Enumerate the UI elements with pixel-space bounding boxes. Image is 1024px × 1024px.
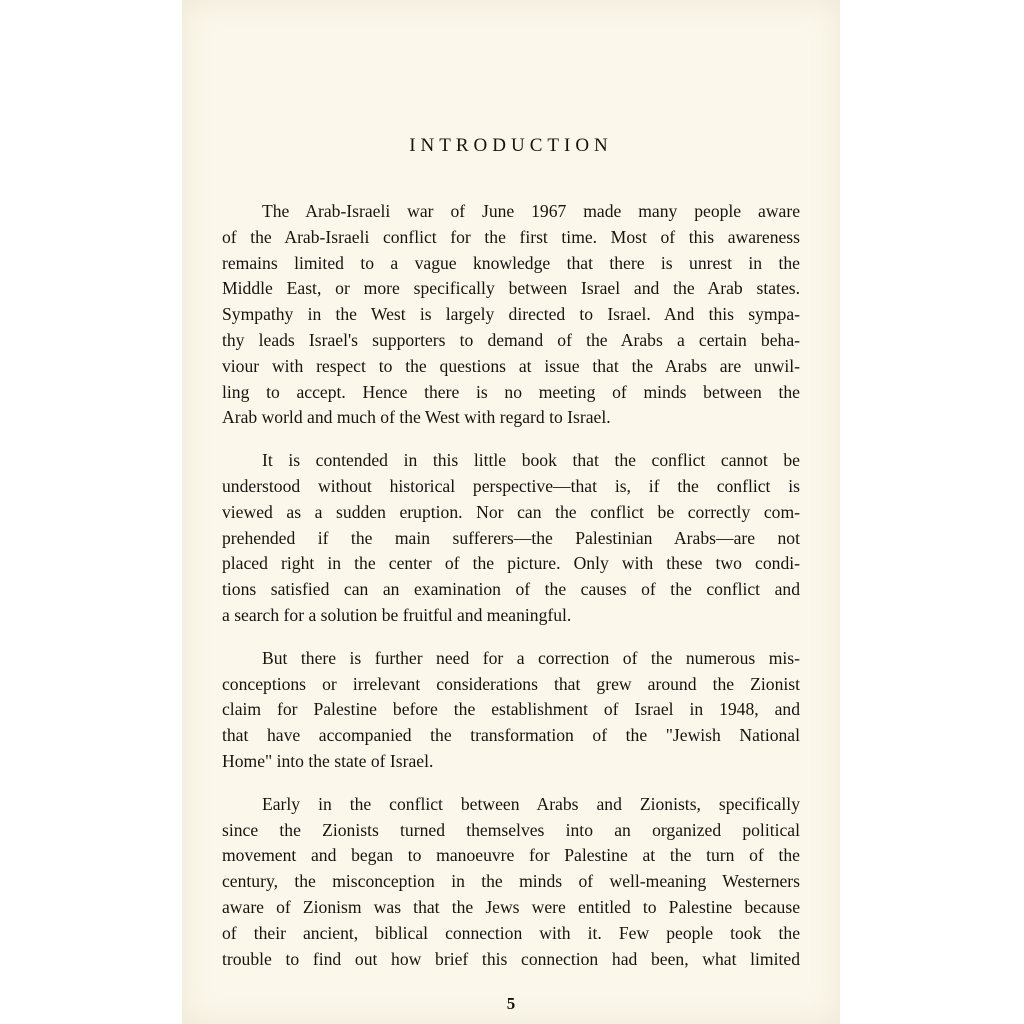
text-line: century, the misconception in the minds of well-meaning Westerners bbox=[222, 871, 800, 892]
text-line: thy leads Israel's supporters to demand of the Arabs a certain beha- bbox=[222, 329, 800, 350]
paragraph bbox=[222, 199, 800, 431]
text-line: Home" into the state of Israel. bbox=[222, 750, 434, 771]
text-line: trouble to find out how brief this connection had been, what limited bbox=[222, 948, 800, 969]
text-line: remains limited to a vague knowledge that there is unrest in the bbox=[222, 252, 800, 273]
text-line: that have accompanied the transformation of the "Jewish National bbox=[222, 725, 800, 746]
text-line: ling to accept. Hence there is no meeting of minds between the bbox=[222, 381, 800, 402]
text-line: aware of Zionism was that the Jews were entitled to Palestine because bbox=[222, 896, 800, 917]
text-line: prehended if the main sufferers—the Palestinian Arabs—are not bbox=[222, 527, 800, 548]
text-line: Arab world and much of the West with regard to Israel. bbox=[222, 407, 611, 428]
reverse-side-bleed-through bbox=[212, 58, 812, 84]
text-line: a search for a solution be fruitful and meaningful. bbox=[222, 604, 572, 625]
chapter-title: INTRODUCTION bbox=[409, 135, 613, 156]
text-line: tions satisfied can an examination of the causes of the conflict and bbox=[222, 579, 800, 600]
page-number: 5 bbox=[506, 994, 516, 1013]
text-line: Early in the conflict between Arabs and Zionists, specifically bbox=[262, 793, 800, 814]
text-line: placed right in the center of the picture. Only with these two condi- bbox=[222, 553, 800, 574]
paragraph bbox=[222, 448, 800, 629]
text-line: movement and began to manoeuvre for Palestine at the turn of the bbox=[222, 845, 800, 866]
book-page bbox=[182, 0, 840, 1024]
text-line: But there is further need for a correction of the numerous mis- bbox=[262, 647, 800, 668]
text-line: of their ancient, biblical connection with it. Few people took the bbox=[222, 922, 800, 943]
text-line: Sympathy in the West is largely directed to Israel. And this sympa- bbox=[222, 304, 800, 325]
text-line: since the Zionists turned themselves into an organized political bbox=[222, 819, 800, 840]
text-line: The Arab-Israeli war of June 1967 made many people aware bbox=[262, 201, 800, 221]
text-line: claim for Palestine before the establishment of Israel in 1948, and bbox=[222, 699, 800, 720]
paragraph bbox=[222, 646, 800, 775]
text-line: understood without historical perspective—that is, if the conflict is bbox=[222, 475, 800, 496]
paragraph bbox=[222, 792, 800, 973]
text-line: viour with respect to the questions at issue that the Arabs are unwil- bbox=[222, 355, 800, 376]
text-line: It is contended in this little book that the conflict cannot be bbox=[262, 450, 800, 471]
body-text bbox=[222, 199, 800, 989]
text-line: Middle East, or more specifically between Israel and the Arab states. bbox=[222, 278, 800, 299]
text-line: of the Arab-Israeli conflict for the first time. Most of this awareness bbox=[222, 226, 800, 247]
text-line: viewed as a sudden eruption. Nor can the conflict be correctly com- bbox=[222, 501, 800, 522]
text-line: conceptions or irrelevant considerations that grew around the Zionist bbox=[222, 673, 800, 694]
